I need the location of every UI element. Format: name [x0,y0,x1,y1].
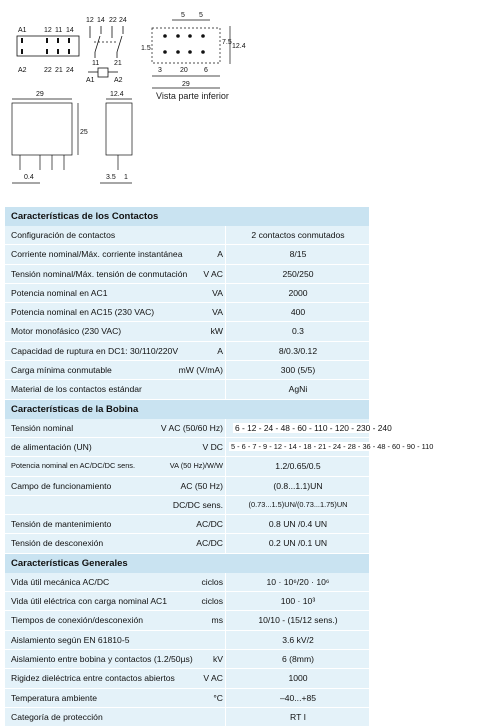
table-row: Carga mínima conmutable mW (V/mA) 300 (5/5) [5,361,369,380]
table-row: Campo de funcionamiento AC (50 Hz) (0.8...1.1)UN [5,477,369,496]
svg-text:11: 11 [92,60,100,67]
svg-text:21: 21 [55,67,63,74]
svg-text:3: 3 [158,67,162,74]
table-row: Tensión de mantenimiento AC/DC 0.8 UN /0.4 UN [5,515,369,534]
table-row: Tiempos de conexión/desconexión ms 10/10 - (15/12 sens.) [5,611,369,630]
table-row: Corriente nominal/Máx. corriente instantánea A 8/15 [5,245,369,264]
table-row: Aislamiento según EN 61810-5 3.6 kV/2 [5,631,369,650]
circuit-symbol [86,17,127,84]
svg-text:5: 5 [199,12,203,19]
section-coil-header: Características de la Bobina [5,400,369,419]
table-row: Vida útil eléctrica con carga nominal AC1 ciclos 100 · 10³ [5,592,369,611]
table-row: Tensión nominal/Máx. tensión de conmutación V AC 250/250 [5,265,369,284]
technical-drawings [0,0,500,200]
table-row: Potencia nominal en AC/DC/DC sens. VA (50 Hz)/W/W 1.2/0.65/0.5 [5,457,369,476]
svg-text:14: 14 [66,27,74,34]
table-row: Potencia nominal en AC1 VA 2000 [5,284,369,303]
svg-text:0.4: 0.4 [24,174,34,181]
side-view-drawing [12,91,132,183]
svg-text:3.5: 3.5 [106,174,116,181]
table-row: Configuración de contactos 2 contactos conmutados [5,226,369,245]
svg-text:5: 5 [181,12,185,19]
svg-text:24: 24 [119,17,127,24]
table-row: Potencia nominal en AC15 (230 VAC) VA 400 [5,303,369,322]
table-row: Motor monofásico (230 VAC) kW 0.3 [5,322,369,341]
svg-text:29: 29 [36,91,44,98]
table-row: Rigidez dieléctrica entre contactos abiertos V AC 1000 [5,669,369,688]
svg-text:6: 6 [204,67,208,74]
table-row: DC/DC sens. (0.73...1.5)UN/(0.73...1.75)UN [5,496,369,515]
table-row: Tensión nominal V AC (50/60 Hz) 6 - 12 - 24 - 48 - 60 - 110 - 120 - 230 - 240 [5,419,369,438]
svg-text:A2: A2 [114,77,123,84]
svg-text:22: 22 [44,67,52,74]
svg-text:22: 22 [109,17,117,24]
svg-text:20: 20 [180,67,188,74]
svg-text:12.4: 12.4 [110,91,124,98]
svg-text:12: 12 [44,27,52,34]
svg-text:12.4: 12.4 [232,43,246,50]
table-row: Categoría de protección RT I [5,708,369,727]
svg-text:12: 12 [86,17,94,24]
svg-text:A2: A2 [18,67,27,74]
svg-text:1: 1 [124,174,128,181]
table-row: Vida útil mecánica AC/DC ciclos 10 · 10⁶/20 · 10⁶ [5,573,369,592]
table-row: Aislamiento entre bobina y contactos (1.2/50µs) kV 6 (8mm) [5,650,369,669]
pin-a1-label: A1 [18,27,27,34]
bottom-view-caption: Vista parte inferior [156,91,229,101]
svg-text:21: 21 [114,60,122,67]
svg-text:11: 11 [55,27,63,34]
svg-text:14: 14 [97,17,105,24]
table-row: Temperatura ambiente °C –40...+85 [5,689,369,708]
svg-text:1.5: 1.5 [141,45,151,52]
table-row: Capacidad de ruptura en DC1: 30/110/220V A 8/0.3/0.12 [5,342,369,361]
bottom-view-drawing [141,12,246,88]
svg-text:29: 29 [182,81,190,88]
specifications-table [5,207,434,727]
svg-text:A1: A1 [86,77,95,84]
svg-text:7.5: 7.5 [222,39,232,46]
svg-text:24: 24 [66,67,74,74]
svg-text:25: 25 [80,129,88,136]
section-general-header: Características Generales [5,554,369,573]
dc-voltages-value: 5 - 6 - 7 - 9 - 12 - 14 - 18 - 21 - 24 - 28 - 36 - 48 - 60 - 90 - 110 [231,441,434,451]
table-row: de alimentación (UN) V DC 5 - 6 - 7 - 9 - 12 - 14 - 18 - 21 - 24 - 28 - 36 - 48 - 60 - 90 - 110 [5,438,369,457]
ac-voltages-value: 6 - 12 - 24 - 48 - 60 - 110 - 120 - 230 - 240 [235,422,392,433]
section-contacts-header: Características de los Contactos [5,207,369,226]
table-row: Material de los contactos estándar AgNi [5,380,369,399]
table-row: Tensión de desconexión AC/DC 0.2 UN /0.1 UN [5,534,369,553]
pinout-diagram [17,27,79,74]
